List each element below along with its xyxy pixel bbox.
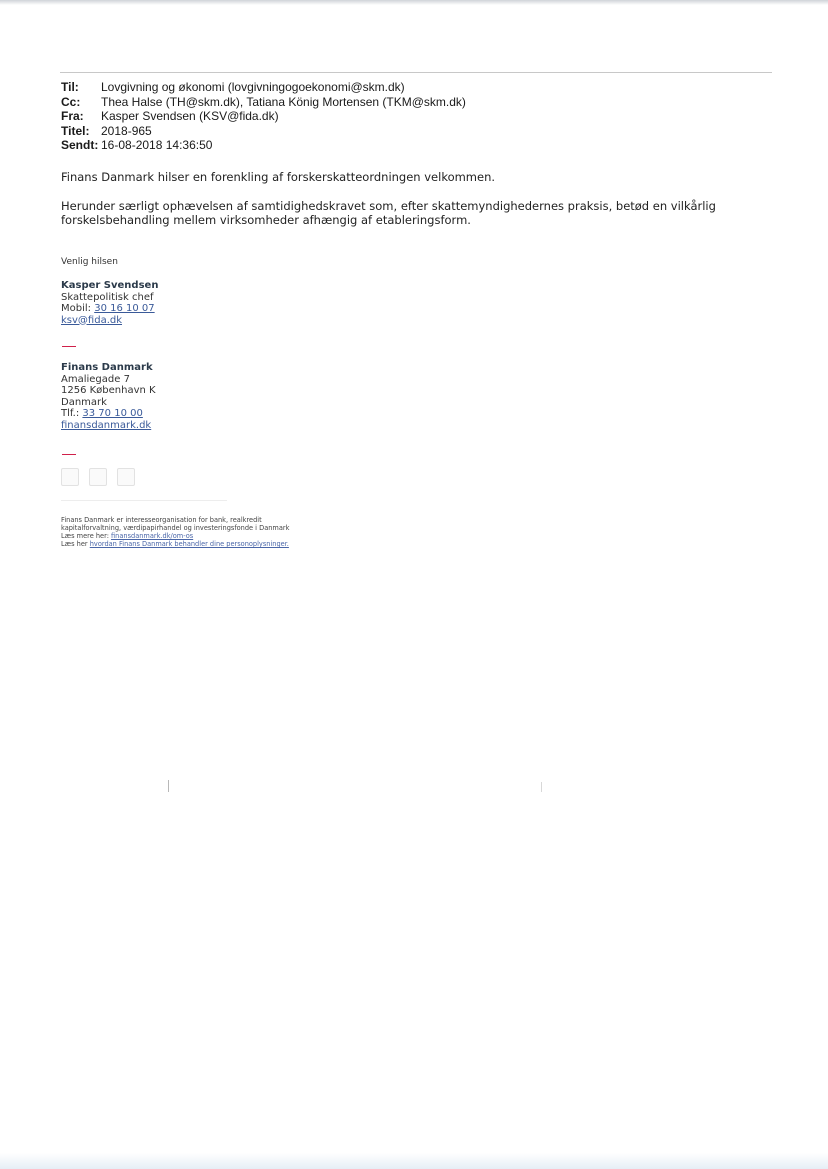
greeting: Venlig hilsen [61, 257, 118, 267]
phone-label: Tlf.: [61, 408, 83, 419]
footer-line-4-prefix: Læs her [61, 540, 90, 548]
scan-top-edge [0, 0, 828, 5]
footer-line-1: Finans Danmark er interesseorganisation for bank, realkredit [61, 516, 262, 524]
mobile-link[interactable]: 30 16 10 07 [94, 303, 155, 314]
company-name: Finans Danmark [61, 362, 153, 373]
header-value: Thea Halse (TH@skm.dk), Tatiana König Mortensen (TKM@skm.dk) [101, 94, 466, 109]
header-row-subject [61, 124, 466, 139]
signature-mobile-row [61, 303, 158, 315]
about-link[interactable]: finansdanmark.dk/om-os [111, 532, 194, 540]
mobile-label: Mobil: [61, 303, 95, 314]
footer-line-3 [61, 532, 289, 540]
linkedin-icon[interactable] [61, 468, 79, 486]
company-country: Danmark [61, 396, 107, 408]
email-link[interactable]: ksv@fida.dk [61, 314, 123, 326]
scan-mark [541, 782, 542, 792]
scan-mark [168, 780, 169, 792]
signature-name: Kasper Svendsen [61, 280, 159, 291]
header-value: 2018-965 [101, 123, 152, 138]
twitter-icon[interactable] [89, 468, 107, 486]
signature-company [61, 362, 156, 431]
header-row-sent [61, 138, 466, 153]
signature-title: Skattepolitisk chef [61, 291, 154, 303]
footer-disclaimer [61, 516, 289, 548]
header-label: Til: [61, 80, 79, 94]
header-label: Cc: [61, 94, 81, 109]
header-value: Lovgivning og økonomi (lovgivningogoekonomi@skm.dk) [101, 80, 405, 94]
website-link[interactable]: finansdanmark.dk [61, 419, 152, 431]
signature-divider [62, 346, 76, 347]
scan-bottom-edge [0, 1153, 828, 1169]
body-paragraph-1: Finans Danmark hilser en forenkling af forskerskatteordningen velkommen. [61, 170, 496, 184]
company-divider [62, 454, 76, 455]
email-header-block [61, 80, 466, 153]
footer-line-4 [61, 540, 289, 548]
company-street: Amaliegade 7 [61, 373, 130, 385]
header-divider [60, 72, 772, 73]
facebook-icon[interactable] [117, 468, 135, 486]
company-city: 1256 København K [61, 385, 156, 396]
header-row-from [61, 109, 466, 124]
header-label: Fra: [61, 109, 84, 123]
privacy-link[interactable]: hvordan Finans Danmark behandler dine personoplysninger. [89, 540, 289, 548]
signature-person [61, 280, 158, 326]
header-value: 16-08-2018 14:36:50 [101, 138, 213, 152]
header-row-cc [61, 95, 466, 110]
header-label: Titel: [61, 123, 90, 138]
company-phone-row [61, 408, 156, 420]
phone-link[interactable]: 33 70 10 00 [82, 408, 143, 419]
header-row-to [61, 80, 466, 95]
header-value: Kasper Svendsen (KSV@fida.dk) [101, 109, 279, 123]
footer-line-2: kapitalforvaltning, værdipapirhandel og investeringsfonde i Danmark [61, 524, 290, 532]
body-paragraph-2: Herunder særligt ophævelsen af samtidighedskravet som, efter skattemyndighedernes praksis, betød en vilkårlig forskelsbehandling mellem virksomheder afhængig af etableringsform. [61, 199, 716, 227]
social-icons [61, 468, 135, 486]
header-label: Sendt: [61, 138, 99, 152]
footer-line-3-prefix: Læs mere her: [61, 532, 112, 540]
banner-divider [61, 500, 227, 501]
